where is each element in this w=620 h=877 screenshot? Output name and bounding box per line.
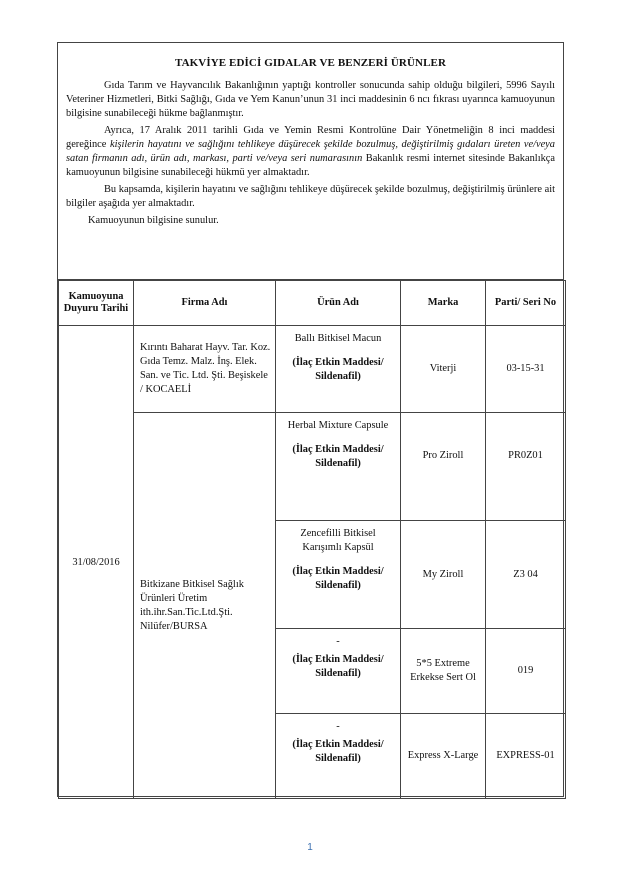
paragraph-2-part-a: Ayrıca, 17 Aralık 2011 tarihli Gıda ve Yemin Resmi Kontrolüne Dair Yönetmeliğin 8 inci maddesi gereğince [66, 125, 555, 150]
product-cell [276, 629, 401, 714]
page-title: TAKVİYE EDİCİ GIDALAR VE BENZERİ ÜRÜNLER [174, 57, 446, 69]
header-firm: Firma Adı [134, 281, 276, 326]
active-substance: (İlaç Etkin Maddesi/ Sildenafil) [292, 357, 384, 382]
batch-cell: EXPRESS-01 [486, 714, 566, 799]
batch-cell: Z3 04 [486, 521, 566, 629]
product-name: Ballı Bitkisel Macun [294, 333, 382, 344]
batch-cell: 03-15-31 [486, 326, 566, 413]
table-row [59, 326, 566, 413]
paragraph-4: Kamuoyunun bilgisine sunulur. [88, 215, 219, 226]
page-number: 1 [307, 842, 313, 853]
product-cell [276, 326, 401, 413]
batch-cell: PR0Z01 [486, 413, 566, 521]
brand-cell: 5*5 Extreme Erkekse Sert Ol [401, 629, 486, 714]
paragraph-3: Bu kapsamda, kişilerin hayatını ve sağlığını tehlikeye düşürecek şekilde bozulmuş, değiştirilmiş ürünlere ait bilgiler aşağıda yer almaktadır. [66, 184, 555, 209]
document-frame [57, 42, 564, 797]
paragraph-2 [66, 124, 555, 180]
paragraph-1: Gıda Tarım ve Hayvancılık Bakanlığının yaptığı kontroller sonucunda sahip olduğu bilgileri, 5996 Sayılı Veteriner Hizmetleri, Bitki Sağlığı, Gıda ve Yem Kanun’unun 31 inci maddesinin 6 ncı fıkrası uyarınca kamuoyunun bilgisine sunabileceği hükme bağlanmıştır. [66, 80, 555, 119]
table-row [59, 413, 566, 521]
products-table [58, 280, 566, 799]
header-product: Ürün Adı [276, 281, 401, 326]
header-batch: Parti/ Seri No [486, 281, 566, 326]
brand-cell: Express X-Large [401, 714, 486, 799]
active-substance: (İlaç Etkin Maddesi/ Sildenafil) [292, 654, 384, 679]
batch-cell: 019 [486, 629, 566, 714]
active-substance: (İlaç Etkin Maddesi/ Sildenafil) [292, 566, 384, 591]
product-cell [276, 413, 401, 521]
product-cell [276, 521, 401, 629]
product-cell [276, 714, 401, 799]
firm-name: Bitkizane Bitkisel Sağlık Ürünleri Üretim ith.ihr.San.Tic.Ltd.Şti. Nilüfer/BURSA [134, 413, 276, 799]
paragraph-2-italic: kişilerin hayatını ve sağlığını tehlikeye düşürecek şekilde bozulmuş, değiştirilmiş gıdaları üreten ve/veya satan firmanın adı, ürün adı, markası, parti ve/veya seri numarasının [66, 139, 555, 164]
announcement-date: 31/08/2016 [59, 326, 134, 799]
brand-cell: Viterji [401, 326, 486, 413]
product-name: - [336, 636, 340, 647]
product-name: Zencefilli Bitkisel Karışımlı Kapsül [300, 528, 376, 553]
firm-name: Kırıntı Baharat Hayv. Tar. Koz. Gıda Temz. Malz. İnş. Elek. San. ve Tic. Ltd. Şti. Beşiskele / KOCAELİ [134, 326, 276, 413]
active-substance: (İlaç Etkin Maddesi/ Sildenafil) [292, 444, 384, 469]
product-name: - [336, 721, 340, 732]
table-header-row [59, 281, 566, 326]
brand-cell: Pro Ziroll [401, 413, 486, 521]
product-name: Herbal Mixture Capsule [287, 420, 389, 431]
brand-cell: My Ziroll [401, 521, 486, 629]
header-brand: Marka [401, 281, 486, 326]
active-substance: (İlaç Etkin Maddesi/ Sildenafil) [292, 739, 384, 764]
paragraph-2-part-c: Bakanlık resmi internet sitesinde Bakanlıkça kamuoyunun bilgisine sunabileceği hükmü yer almaktadır. [66, 153, 556, 178]
header-date: Kamuoyuna Duyuru Tarihi [59, 281, 134, 326]
intro-section [58, 43, 563, 280]
